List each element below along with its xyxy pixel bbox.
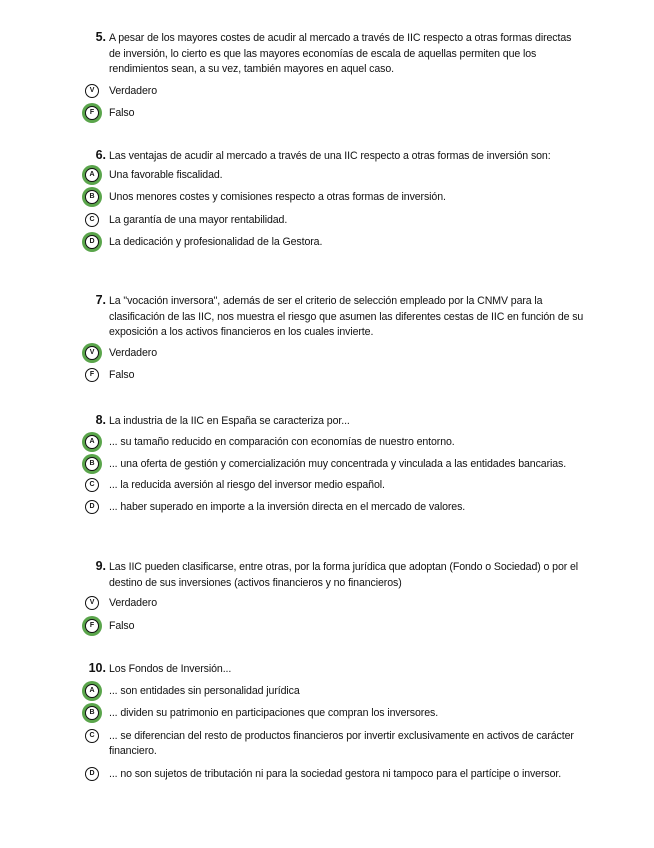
option-d[interactable] (0, 235, 654, 251)
option-badge[interactable]: F (85, 368, 99, 382)
option-f[interactable] (0, 368, 654, 384)
question-header (0, 149, 654, 165)
option-badge[interactable]: D (85, 500, 99, 514)
option-text: Verdadero (109, 346, 157, 359)
question-text: Las ventajas de acudir al mercado a través de una IIC respecto a otras formas de inversión son: (109, 150, 551, 162)
question-9 (0, 560, 654, 634)
option-v[interactable] (0, 596, 654, 612)
question-8 (0, 414, 654, 516)
option-a[interactable] (0, 168, 654, 184)
question-number: 5. (95, 30, 106, 44)
option-b[interactable] (0, 190, 654, 206)
option-v[interactable] (0, 346, 654, 362)
option-badge-correct[interactable]: A (85, 435, 99, 449)
question-number: 7. (95, 293, 106, 307)
option-a[interactable] (0, 684, 654, 700)
option-text: ... dividen su patrimonio en participaciones que compran los inversores. (109, 707, 439, 719)
option-badge[interactable]: V (85, 596, 99, 610)
question-header (0, 31, 654, 78)
option-text: La dedicación y profesionalidad de la Gestora. (109, 236, 323, 248)
question-header (0, 414, 654, 430)
question-text: La "vocación inversora", además de ser el criterio de selección empleado por la CNMV para la clasificación de las IIC, nos muestra el riesgo que asumen las diferentes cestas de IIC en función de su exposición a los activos financieros en los cuales invierte. (109, 295, 584, 338)
option-badge-correct[interactable]: F (85, 619, 99, 633)
question-number: 6. (95, 148, 106, 162)
option-b[interactable] (0, 457, 654, 473)
option-text: ... su tamaño reducido en comparación con economías de nuestro entorno. (109, 435, 455, 448)
question-5 (0, 31, 654, 122)
option-badge[interactable]: C (85, 213, 99, 227)
option-v[interactable] (0, 84, 654, 100)
question-header (0, 294, 654, 341)
option-text: Verdadero (109, 597, 157, 609)
option-c[interactable] (0, 478, 654, 494)
option-d[interactable] (0, 500, 654, 516)
option-f[interactable] (0, 619, 654, 635)
option-badge[interactable]: V (85, 84, 99, 98)
option-c[interactable] (0, 729, 654, 760)
option-badge-correct[interactable]: D (85, 235, 99, 249)
option-text: ... no son sujetos de tributación ni para la sociedad gestora ni tampoco para el partícipe o inversor. (109, 767, 562, 780)
option-d[interactable] (0, 767, 654, 783)
option-text: ... una oferta de gestión y comercialización muy concentrada y vinculada a las entidades bancarias. (109, 458, 567, 470)
option-text: Falso (109, 107, 135, 119)
option-badge-correct[interactable]: V (85, 346, 99, 360)
option-badge-correct[interactable]: B (85, 457, 99, 471)
question-6 (0, 149, 654, 251)
option-text: Unos menores costes y comisiones respecto a otras formas de inversión. (109, 191, 446, 203)
question-text: A pesar de los mayores costes de acudir al mercado a través de IIC respecto a otras formas directas de inversión, lo cierto es que las mayores economías de escala de aquellas permiten que los rendimientos sean, a su vez, también mayores en aquel caso. (109, 32, 572, 75)
question-number: 9. (95, 559, 106, 573)
option-text: ... son entidades sin personalidad jurídica (109, 684, 300, 697)
option-badge-correct[interactable]: B (85, 190, 99, 204)
option-badge[interactable]: D (85, 767, 99, 781)
question-text: Los Fondos de Inversión... (109, 663, 232, 675)
option-badge[interactable]: C (85, 478, 99, 492)
option-text: Falso (109, 369, 135, 381)
option-badge[interactable]: C (85, 729, 99, 743)
option-text: Una favorable fiscalidad. (109, 168, 223, 181)
option-text: ... se diferencian del resto de productos financieros por invertir exclusivamente en activos de carácter financiero. (109, 729, 574, 757)
option-c[interactable] (0, 213, 654, 229)
question-number: 10. (88, 661, 106, 675)
question-number: 8. (95, 413, 106, 427)
option-text: ... la reducida aversión al riesgo del inversor medio español. (109, 478, 385, 491)
option-f[interactable] (0, 106, 654, 122)
option-badge-correct[interactable]: A (85, 168, 99, 182)
option-text: Falso (109, 619, 135, 632)
option-text: Verdadero (109, 84, 157, 97)
question-header (0, 662, 654, 678)
option-a[interactable] (0, 435, 654, 451)
option-badge-correct[interactable]: F (85, 106, 99, 120)
question-10 (0, 662, 654, 782)
option-text: ... haber superado en importe a la inversión directa en el mercado de valores. (109, 501, 466, 513)
question-header (0, 560, 654, 591)
option-b[interactable] (0, 706, 654, 722)
question-text: La industria de la IIC en España se caracteriza por... (109, 415, 350, 427)
option-badge-correct[interactable]: B (85, 706, 99, 720)
option-badge-correct[interactable]: A (85, 684, 99, 698)
option-text: La garantía de una mayor rentabilidad. (109, 213, 288, 226)
question-text: Las IIC pueden clasificarse, entre otras, por la forma jurídica que adoptan (Fondo o Sociedad) o por el destino de sus inversiones (activos financieros y no financieros) (109, 561, 579, 589)
question-7 (0, 294, 654, 384)
